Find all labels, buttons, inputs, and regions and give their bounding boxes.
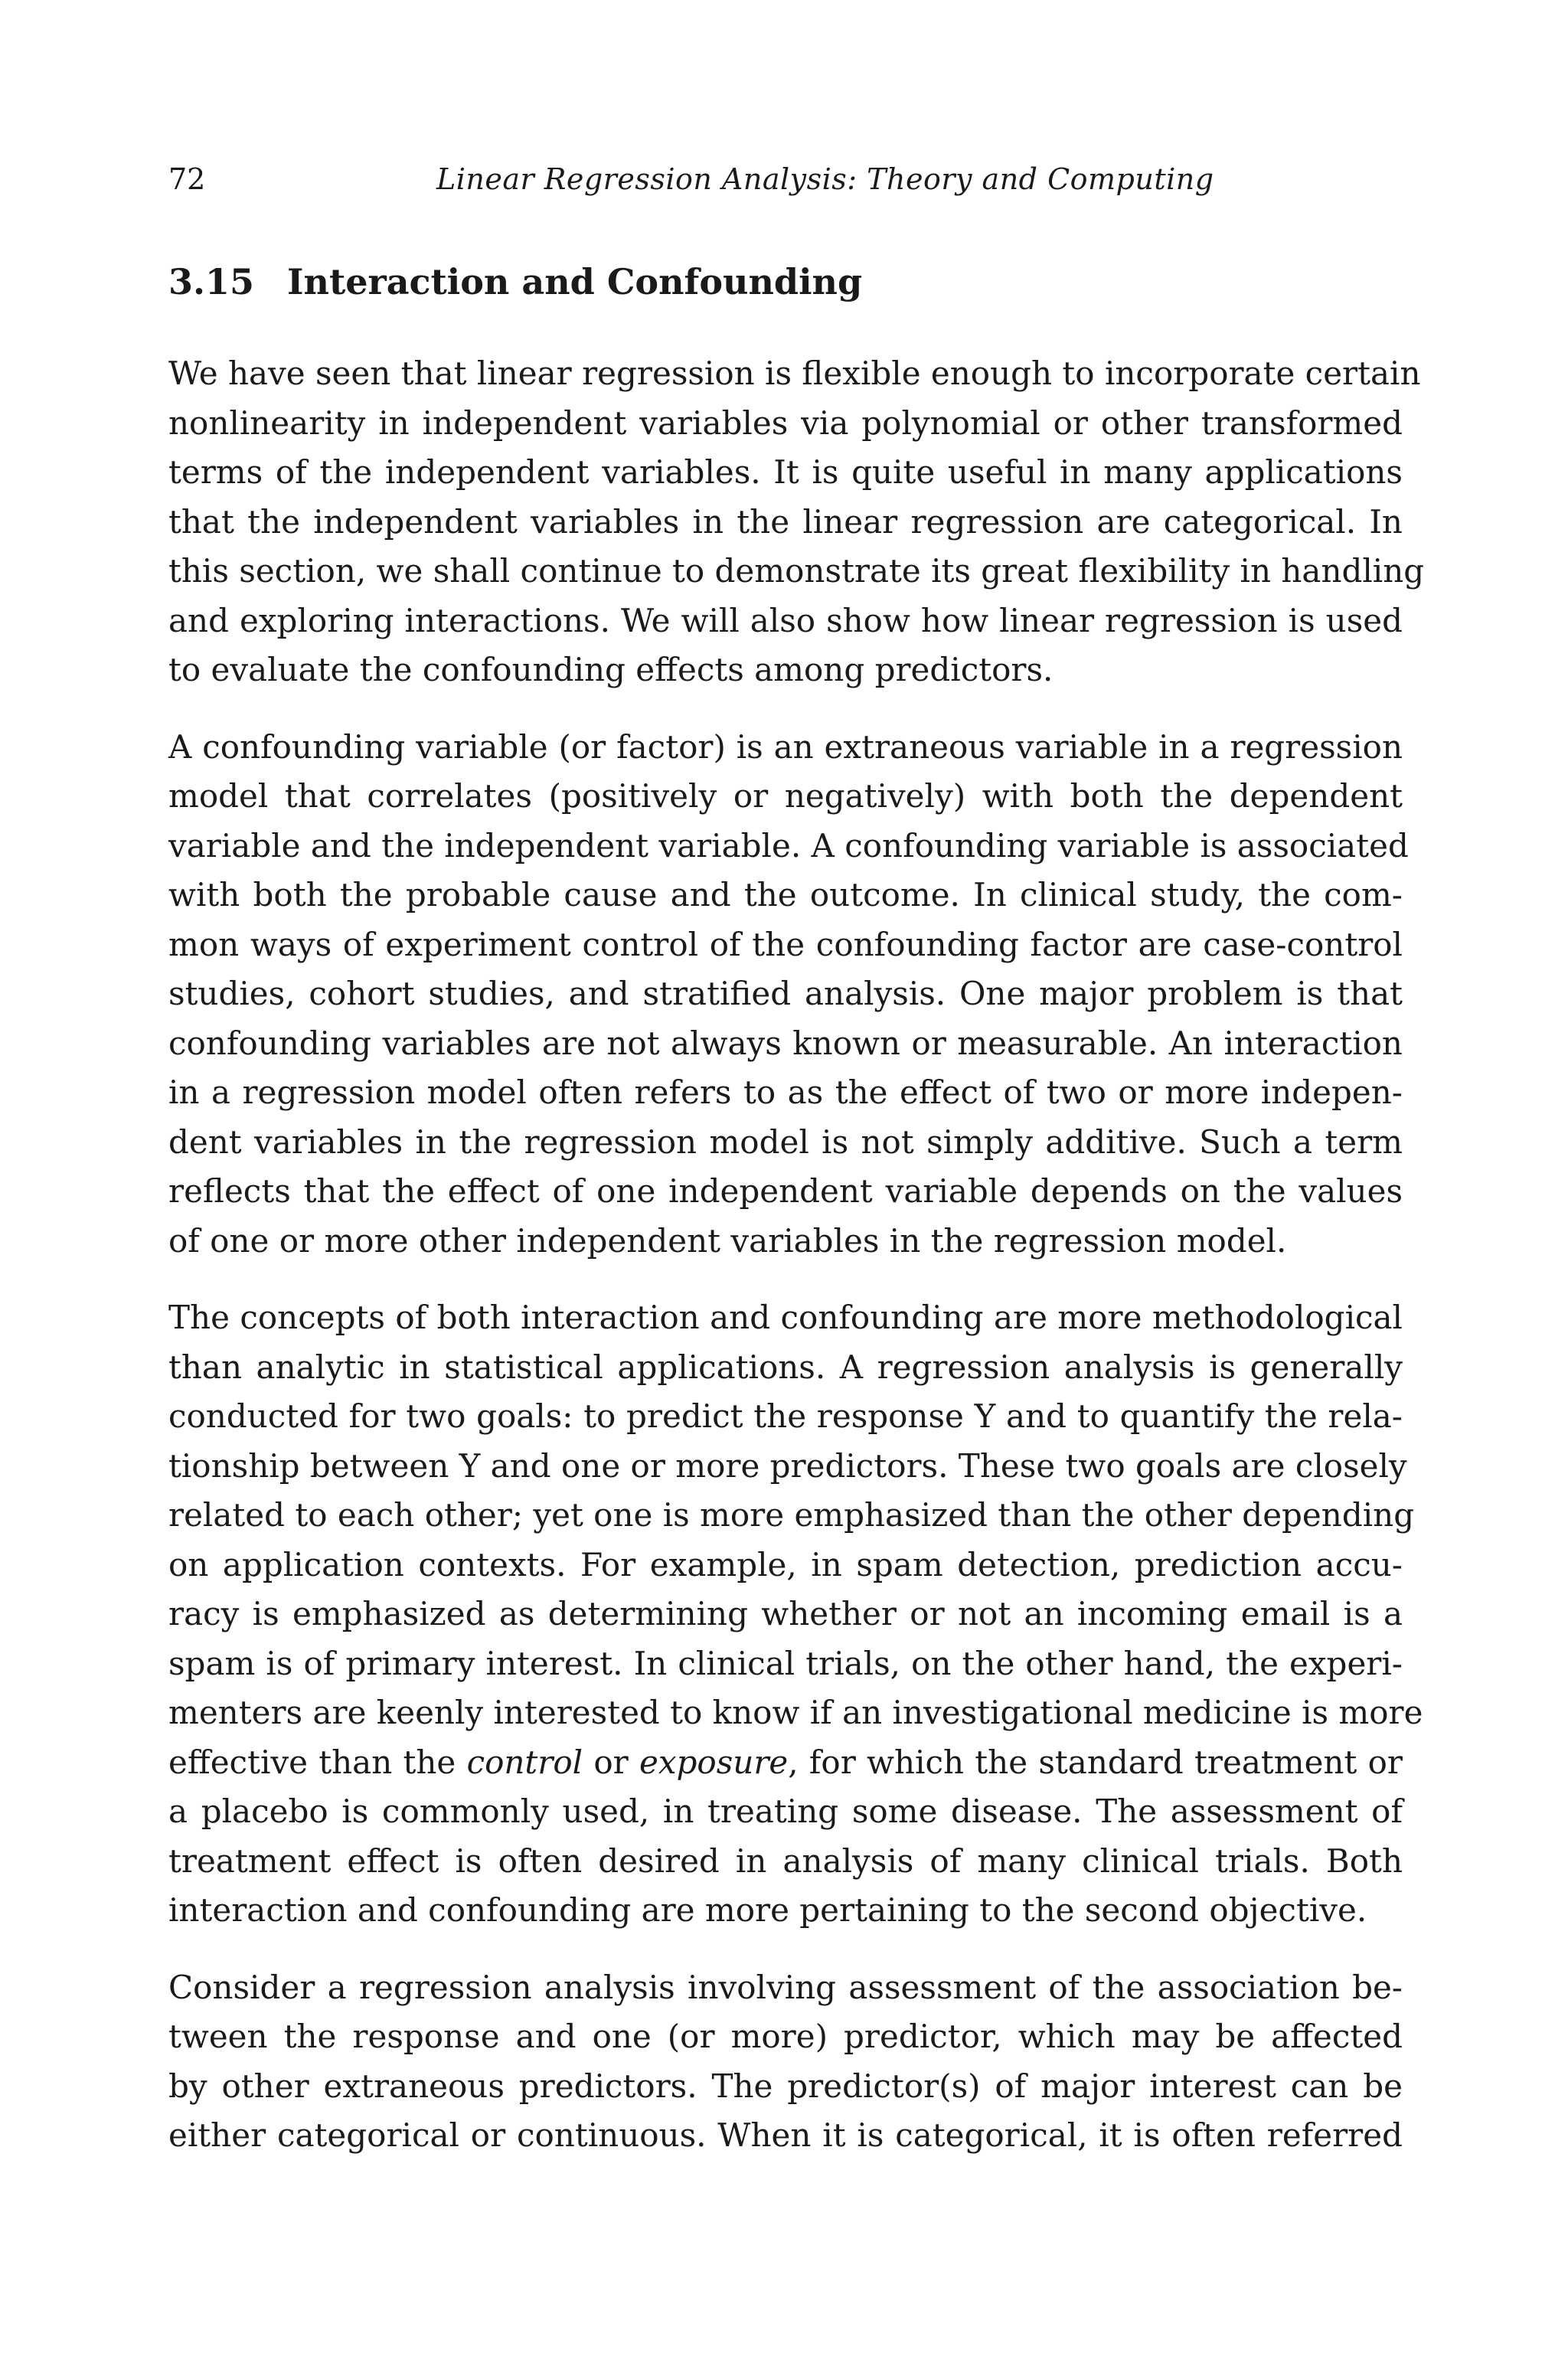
text-line: a placebo is commonly used, in treating some disease. The assessment of — [168, 1792, 1403, 1830]
text-line: this section, we shall continue to demonstrate its great flexibility in handling — [168, 552, 1425, 590]
text-line: that the independent variables in the linear regression are categorical. In — [168, 502, 1403, 541]
text-line: nonlinearity in independent variables via polynomial or other transformed — [168, 404, 1403, 442]
text-line: interaction and confounding are more pertaining to the second objective. — [168, 1891, 1367, 1929]
text-fragment: or — [583, 1743, 639, 1781]
text-line: tionship between Y and one or more predictors. These two goals are closely — [168, 1446, 1407, 1485]
text-line: The concepts of both interaction and confounding are more methodological — [168, 1299, 1403, 1336]
text-line: variable and the independent variable. A confounding variable is associated — [168, 826, 1409, 864]
text-line: A confounding variable (or factor) is an extraneous variable in a regression — [168, 727, 1403, 766]
text-line: menters are keenly interested to know if an investigational medicine is more — [168, 1694, 1423, 1731]
page-number: 72 — [168, 162, 206, 196]
text-line: racy is emphasized as determining whether or not an incoming email is a — [168, 1595, 1403, 1632]
text-line: with both the probable cause and the outcome. In clinical study, the com- — [168, 876, 1403, 913]
text-line: to evaluate the confounding effects among predictors. — [168, 651, 1054, 688]
section-number: 3.15 — [168, 261, 255, 302]
running-title: Linear Regression Analysis: Theory and Computing — [436, 162, 1214, 196]
body-text — [168, 349, 1425, 2188]
text-line: studies, cohort studies, and stratified analysis. One major problem is that — [168, 975, 1403, 1012]
text-line: treatment effect is often desired in analysis of many clinical trials. Both — [168, 1841, 1403, 1880]
book-page — [168, 0, 1425, 2366]
text-line: in a regression model often refers to as the effect of two or more indepen- — [168, 1074, 1403, 1111]
text-fragment: effective than the — [168, 1743, 467, 1781]
text-fragment: , for which the standard treatment or — [788, 1743, 1403, 1781]
paragraph-2 — [168, 723, 1409, 1266]
text-line: We have seen that linear regression is flexible enough to incorporate certain — [168, 355, 1421, 392]
section-heading — [168, 259, 1403, 305]
text-line: dent variables in the regression model is not simply additive. Such a term — [168, 1123, 1403, 1161]
text-line: tween the response and one (or more) predictor, which may be affected — [168, 2018, 1403, 2055]
paragraph-3 — [168, 1293, 1423, 1936]
text-line: model that correlates (positively or negatively) with both the dependent — [168, 777, 1403, 815]
text-line: spam is of primary interest. In clinical trials, on the other hand, the experi- — [168, 1644, 1403, 1682]
text-line: terms of the independent variables. It is quite useful in many applications — [168, 453, 1403, 491]
text-line: than analytic in statistical applications. A regression analysis is generally — [168, 1348, 1403, 1386]
emphasis-exposure: exposure — [639, 1743, 789, 1781]
text-line: Consider a regression analysis involving assessment of the association be- — [168, 1968, 1403, 2006]
text-line: of one or more other independent variables in the regression model. — [168, 1221, 1287, 1260]
text-line: either categorical or continuous. When it is categorical, it is often referred — [168, 2116, 1403, 2154]
text-line: by other extraneous predictors. The predictor(s) of major interest can be — [168, 2067, 1403, 2105]
emphasis-control: control — [466, 1743, 583, 1781]
text-line-with-emphasis — [168, 1738, 1403, 1788]
text-line: mon ways of experiment control of the confounding factor are case-control — [168, 925, 1403, 963]
text-line: confounding variables are not always known or measurable. An interaction — [168, 1024, 1403, 1062]
text-line: on application contexts. For example, in spam detection, prediction accu- — [168, 1545, 1403, 1583]
paragraph-1 — [168, 349, 1425, 695]
text-line: conducted for two goals: to predict the response Y and to quantify the rela- — [168, 1397, 1403, 1435]
text-line: related to each other; yet one is more emphasized than the other depending — [168, 1496, 1415, 1534]
section-title: Interaction and Confounding — [287, 261, 863, 302]
running-head — [168, 158, 1403, 201]
paragraph-4 — [168, 1963, 1403, 2161]
text-line: and exploring interactions. We will also show how linear regression is used — [168, 601, 1403, 639]
text-line: reflects that the effect of one independent variable depends on the values — [168, 1172, 1403, 1210]
